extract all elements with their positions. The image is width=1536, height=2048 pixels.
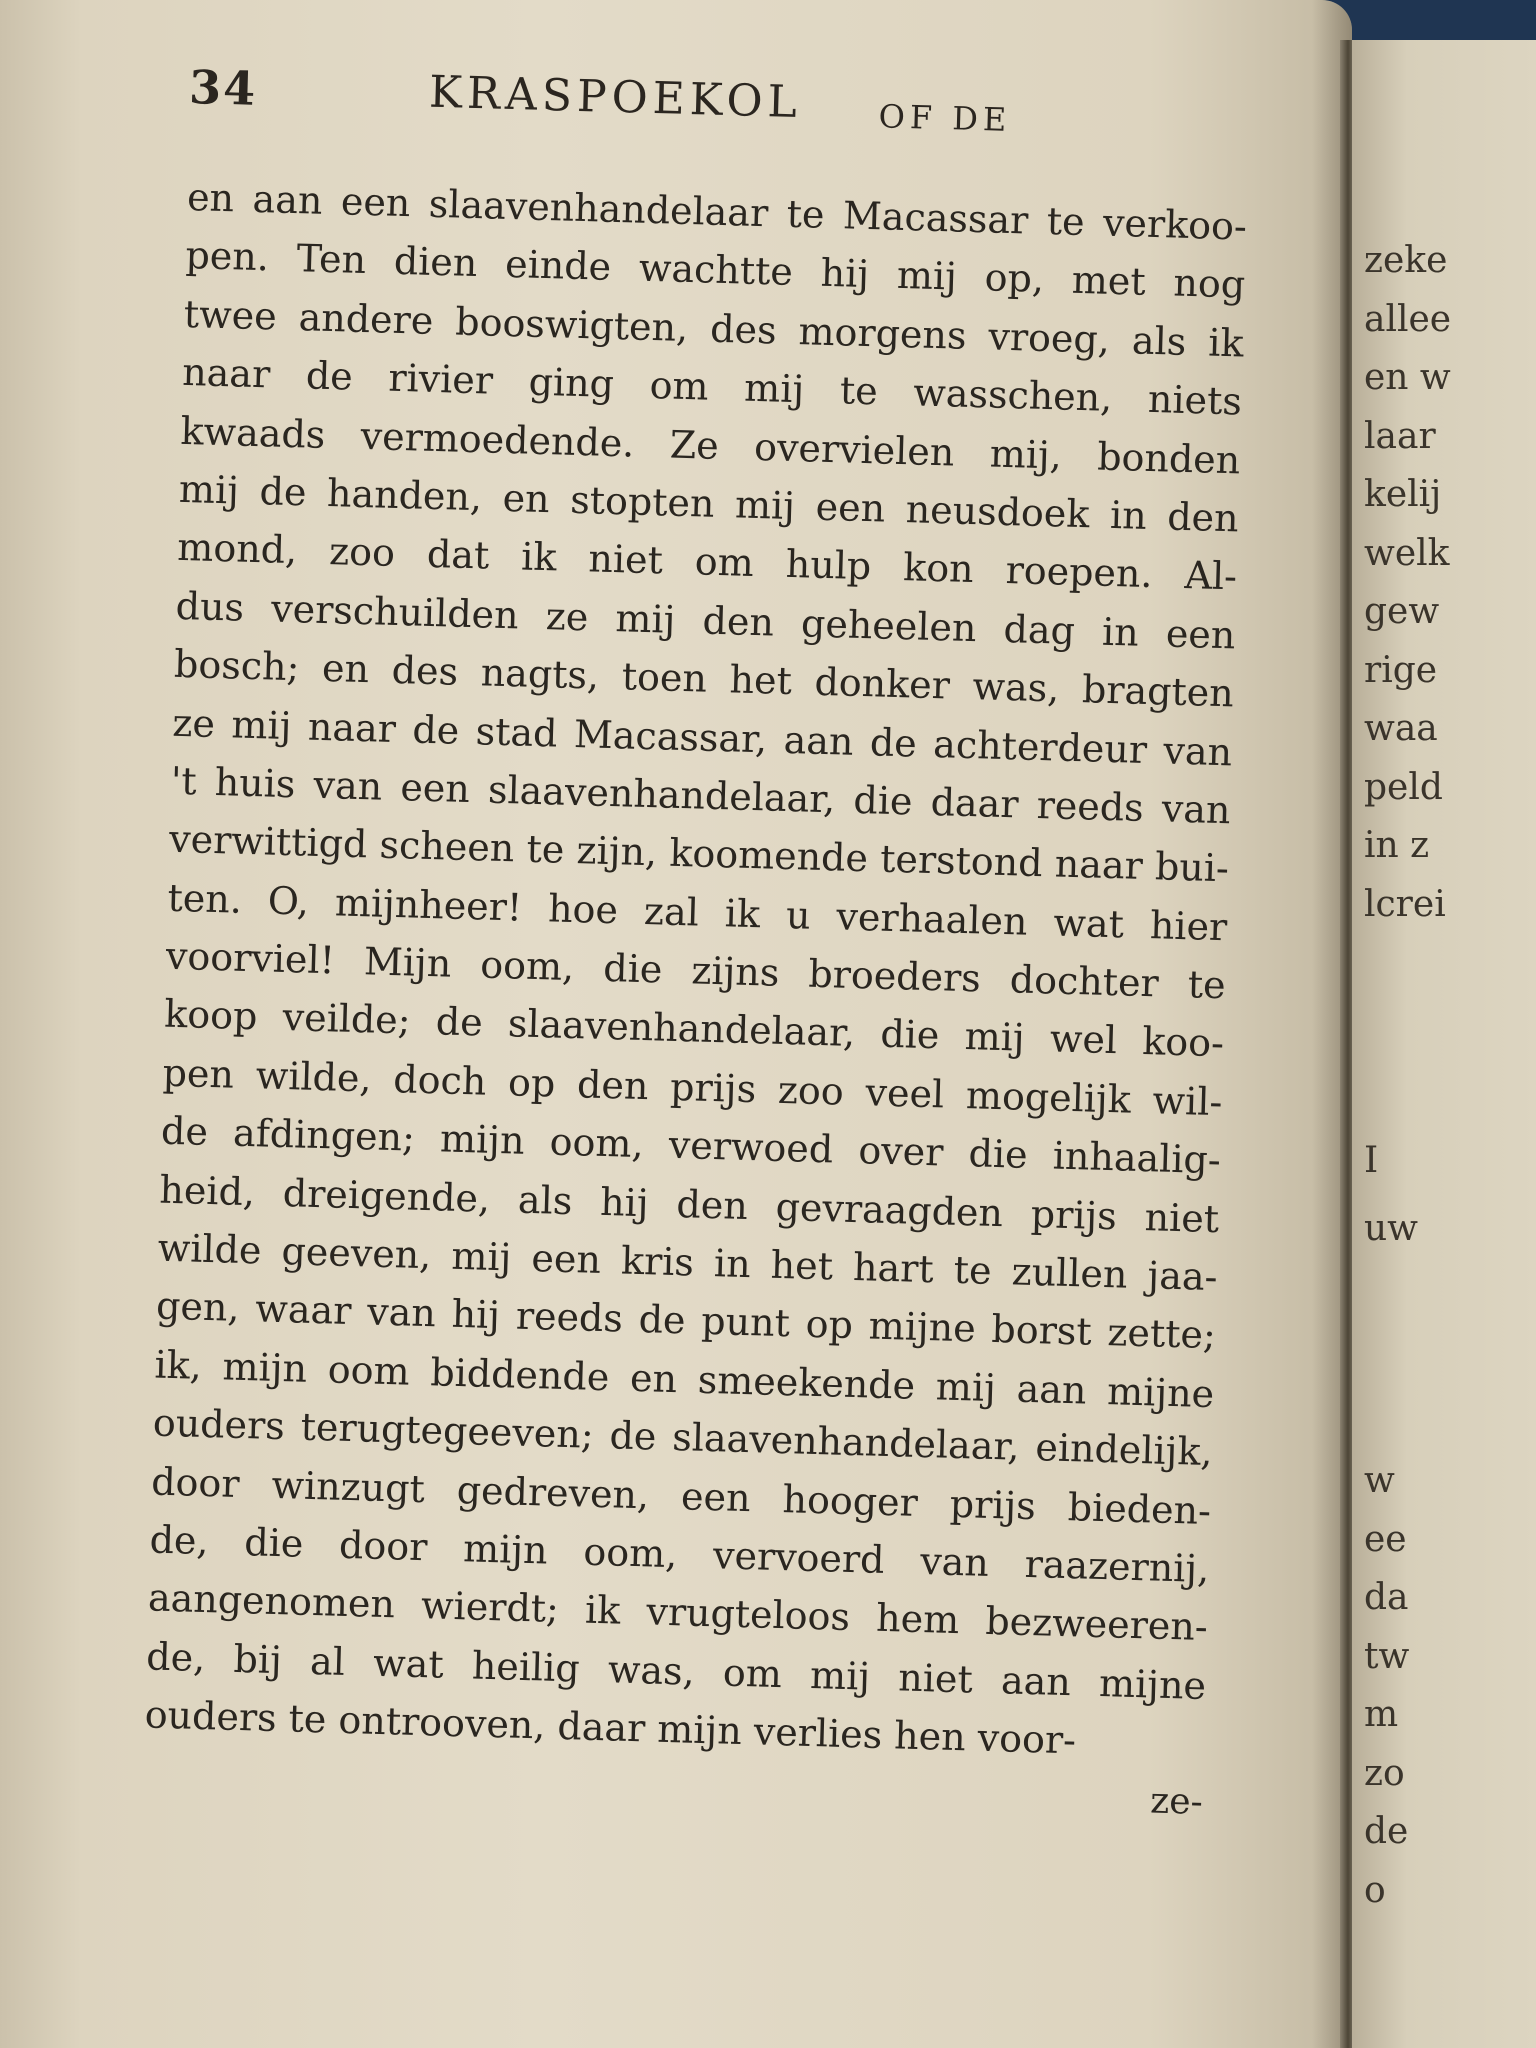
text-line: ze mij naar de stad Macassar, aan de achterdeur van (171, 700, 1233, 774)
running-head (188, 60, 1090, 165)
page-number: 34 (188, 60, 258, 116)
facing-page-fragment: da (1364, 1577, 1409, 1618)
facing-page-fragment: w (1364, 1460, 1395, 1501)
text-line: ouders terugtegeeven; de slaavenhandelaar, eindelijk, (152, 1400, 1214, 1475)
facing-page-fragment: I (1364, 1140, 1379, 1181)
text-line: de, die door mijn oom, vervoerd van raazernij, (149, 1517, 1210, 1592)
facing-page-fragment: rige (1364, 649, 1438, 691)
text-line: heid, dreigende, als hij den gevraagden prijs niet (158, 1167, 1220, 1241)
text-line: door winzugt gedreven, een hooger prijs bieden- (150, 1459, 1212, 1533)
text-line: mij de handen, en stopten mij een neusdoek in den (178, 466, 1240, 541)
text-line: koop veilde; de slaavenhandelaar, die mij wel koo- (163, 992, 1225, 1066)
facing-page-fragment: en w (1364, 357, 1451, 398)
text-line: wilde geeven, mij een kris in het hart te zullen jaa- (157, 1225, 1219, 1300)
facing-page-fragment: o (1364, 1869, 1386, 1911)
text-line: de, bij al wat heilig was, om mij niet aan mijne (145, 1634, 1207, 1708)
facing-page-fragment: uw (1364, 1208, 1418, 1249)
facing-page-fragment: de (1364, 1811, 1409, 1852)
text-line: ten. O, mijnheer! hoe zal ik u verhaalen wat hier (167, 875, 1228, 949)
catchword: ze- (1149, 1780, 1204, 1823)
text-line: verwittigd scheen te zijn, koomende terstond naar bui- (168, 817, 1230, 891)
text-line: gen, waar van hij reeds de punt op mijne borst zette; (155, 1283, 1217, 1358)
text-line: pen. Ten dien einde wachtte hij mij op, met nog (184, 233, 1246, 307)
facing-page-fragment: waa (1364, 708, 1438, 749)
text-line: pen wilde, doch op den prijs zoo veel mogelijk wil- (162, 1050, 1223, 1125)
text-line: en aan een slaavenhandelaar te Macassar te verkoo- (186, 174, 1248, 249)
text-line: dus verschuilden ze mij den geheelen dag in een (175, 583, 1236, 658)
facing-page-fragment: peld (1364, 766, 1443, 808)
facing-page-fragment: lcrei (1364, 883, 1446, 925)
running-head-suffix: OF DE (878, 97, 1012, 139)
facing-page-fragment: welk (1364, 532, 1450, 574)
facing-page-fragment: kelij (1364, 474, 1442, 515)
text-line: twee andere booswigten, des morgens vroeg, als ik (183, 291, 1245, 366)
facing-page-fragment: zeke (1364, 240, 1448, 281)
facing-page-fragment: in z (1364, 825, 1430, 866)
text-line: bosch; en des nagts, toen het donker was, bragten (173, 641, 1235, 716)
text-line: naar de rivier ging om mij te wasschen, niets (181, 350, 1243, 424)
text-line: aangenomen wierdt; ik vrugteloos hem bezweeren- (147, 1575, 1209, 1650)
text-line: mond, zoo dat ik niet om hulp kon roepen. Al- (176, 525, 1238, 599)
facing-page-fragment: tw (1364, 1635, 1410, 1677)
body-text (142, 168, 1247, 1832)
text-line: ouders te ontrooven, daar mijn verlies hen voor- (144, 1692, 1077, 1763)
facing-page-fragment: m (1364, 1694, 1399, 1735)
running-head-title: KRASPOEKOL (428, 66, 803, 129)
text-line: ik, mijn oom biddende en smeekende mij aan mijne (153, 1342, 1215, 1416)
facing-page (1352, 40, 1536, 2048)
facing-page-fragment: laar (1364, 415, 1436, 457)
facing-page-fragment: zo (1364, 1752, 1405, 1794)
facing-page-fragment: ee (1364, 1518, 1407, 1560)
facing-page-fragment: allee (1364, 298, 1452, 340)
text-line: kwaads vermoedende. Ze overvielen mij, bonden (180, 408, 1241, 483)
text-line: de afdingen; mijn oom, verwoed over die inhaalig- (160, 1108, 1222, 1183)
text-line: 't huis van een slaavenhandelaar, die daar reeds van (170, 758, 1232, 833)
text-line: voorviel! Mijn oom, die zijns broeders dochter te (165, 933, 1227, 1008)
facing-page-fragment: gew (1364, 591, 1440, 632)
